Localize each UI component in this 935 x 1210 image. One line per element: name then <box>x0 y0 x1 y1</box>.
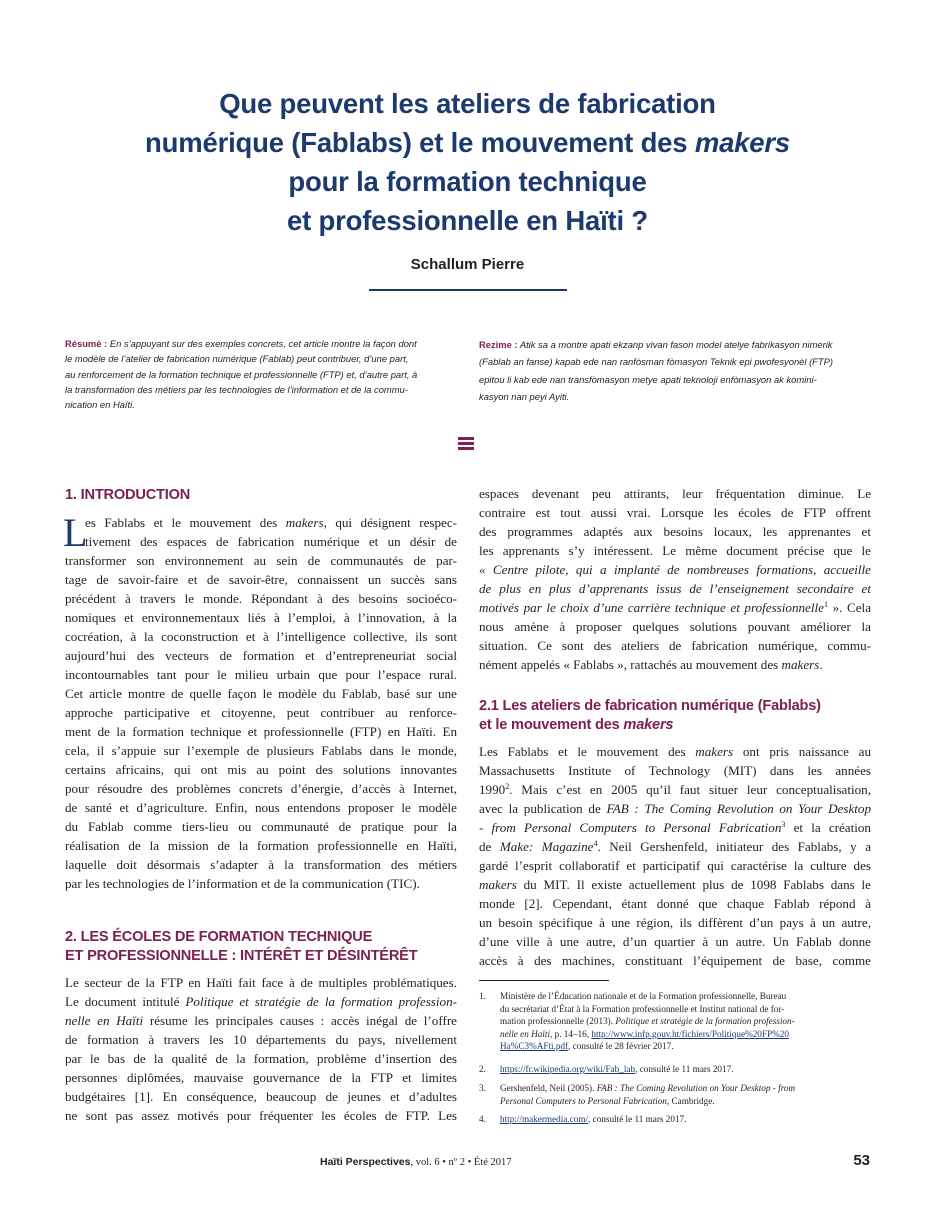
text-line: aujourd’hui des vecteurs de formation et d’entrepreneuriat social <box>65 648 457 663</box>
text-line: par les technologies de l’information et de la communication (TIC). <box>65 876 420 891</box>
right-column-body <box>479 484 871 674</box>
text-line: un besoin spécifique à une région, ils diffèrent d’un pays à un autre, <box>479 915 871 930</box>
text-line: nous amène à proposer quelques solutions pouvant améliorer la <box>479 619 871 634</box>
quote-line: « Centre pilote, qui a implanté de nombreuses formations, accueille <box>479 562 871 577</box>
text-line: pour résoudre des problèmes concrets d’énergie, d’accès à Internet, <box>65 781 457 796</box>
text-line: Cet article montre de quelle façon le modèle du Fablab, basé sur une <box>65 686 457 701</box>
text-line: contraire est tout aussi vrai. Lorsque les écoles de FTP offrent <box>479 505 871 520</box>
quote-line: motivés par le choix d’une carrière technique et professionnelle$^1$ ». Cela <box>479 600 871 615</box>
text-line: makers du MIT. Il existe actuellement plus de 1098 Fablabs dans le <box>479 877 871 892</box>
text-line: de santé et d’agriculture. Enfin, nous entendons proposer le modèle <box>65 800 457 815</box>
author-name: Schallum Pierre <box>410 256 525 273</box>
abstract-line: nication en Haïti. <box>65 399 135 411</box>
abstract-label: Rezime : <box>479 339 518 350</box>
section-separator-icon <box>458 437 474 452</box>
text-line: espaces devenant peu attirants, leur fréquentation diminue. Le <box>479 486 871 501</box>
title-line: pour la formation technique <box>288 166 647 197</box>
abstract-creole <box>479 336 872 405</box>
author-divider <box>369 289 567 291</box>
text-line: nelle en Haïti résume les principales causes : accès inégal de l’offre <box>65 1013 457 1028</box>
footnote-link[interactable]: Ha%C3%AFti.pdf <box>500 1041 569 1052</box>
title-line: numérique (Fablabs) et le mouvement des makers <box>145 127 790 158</box>
text-line: incontournables tant pour le milieu urbain que pour l’espace rural. <box>65 667 457 682</box>
text-line: du Fablab comme tiers-lieu ou communauté de pratique pour la <box>65 819 457 834</box>
footnote-ref: 2 <box>505 782 510 791</box>
text-line: accès à des machines, constituant l’équipement de base, comme <box>479 953 871 968</box>
title-emphasis: makers <box>694 127 790 158</box>
footnote-3: 3. Gershenfeld, Neil (2005). FAB : The Coming Revolution on Your Desktop - from Personal Computers to Personal Fabrication, Cambridge. <box>479 1083 796 1106</box>
text-line: précédent à travers le monde. Répondant à des besoins socioéco- <box>65 591 457 606</box>
text-line: approche participative et citoyenne, peut contribuer au renforce- <box>65 705 457 720</box>
page-number: 53 <box>853 1152 870 1169</box>
abstract-line: Rezime : Atik sa a montre apati ekzanp vivan fason model atelye fabrikasyon nimerik <box>479 339 833 350</box>
abstract-line: Résumé : En s’appuyant sur des exemples concrets, cet article montre la façon dont <box>65 338 417 349</box>
footnote-ref: 1 <box>823 600 828 609</box>
footnote-link[interactable]: https://fr.wikipedia.org/wiki/Fab_lab <box>500 1064 636 1074</box>
text-line: monde [2]. Cependant, étant donné que chaque Fablab répond à <box>479 896 871 911</box>
introduction-body <box>63 510 457 893</box>
footnote-number: 2. <box>479 1064 486 1074</box>
abstract-line: au renforcement de la formation technique et professionnelle (FTP) et, d’autre part, à <box>65 368 418 380</box>
text-line: situation. Ce sont des ateliers de fabrication numérique, commu- <box>479 638 871 653</box>
text-line: Massachusetts Institute of Technology (MIT) dans les années <box>479 763 871 778</box>
abstract-line: (Fablab an fanse) kapab ede nan ranfòsman fòmasyon Teknik epi pwofesyonèl (FTP) <box>479 356 834 368</box>
text-line: nomiques et environnementaux liés à l’emploi, à l’innovation, à la <box>65 610 457 625</box>
footnote-number: 1. <box>479 991 486 1001</box>
footnote-link[interactable]: http://www.infp.gouv.ht/fichiers/Politique%20FP%20 <box>591 1028 789 1039</box>
fablabs-body <box>479 742 871 970</box>
footnote-ref: 3 <box>781 820 786 829</box>
footnote-4: 4. http://makermedia.com/, consulté le 11 mars 2017. <box>479 1114 687 1124</box>
text-line: de Make: Magazine$^4$. Neil Gershenfeld, initiateur des Fablabs, y a <box>479 839 871 854</box>
abstract-line: le modèle de l’atelier de fabrication numérique (Fablab) peut contribuer, d’une part, <box>65 353 409 365</box>
journal-name: Haïti Perspectives <box>320 1156 411 1168</box>
section-heading-introduction: 1. INTRODUCTION <box>65 487 191 503</box>
text-line: cela, il s’appuie sur l’exemple de plusieurs Fablabs dans le monde, <box>65 743 457 758</box>
text-line: - from Personal Computers to Personal Fabrication$^3$ et la création <box>479 820 871 835</box>
text-line: budgétaires [1]. En conséquence, beaucoup de jeunes et d’adultes <box>65 1089 457 1104</box>
text-line: d’une ville à une autre, d’un quartier à un autre. Un Fablab donne <box>479 934 871 949</box>
text-line: Le document intitulé Politique et stratégie de la formation profession- <box>65 994 457 1009</box>
footnote-number: 4. <box>479 1114 486 1124</box>
article-title <box>60 84 875 240</box>
abstract-french <box>65 336 458 412</box>
text-line: Les Fablabs et le mouvement des makers ont pris naissance au <box>479 744 871 759</box>
title-line: Que peuvent les ateliers de fabrication <box>219 88 716 119</box>
text-line: gardé l’esprit collaboratif et participatif qui caractérise la culture des <box>479 858 871 873</box>
abstract-label: Résumé : <box>65 338 108 349</box>
text-line: 1990$^2$. Mais c’est en 2005 qu’il faut situer leur conceptualisation, <box>479 782 871 797</box>
text-line: laquelle doit désormais s’adapter à la transformation des métiers <box>65 857 457 872</box>
text-line: nément appelés « Fablabs », rattachés au mouvement des makers. <box>479 657 823 672</box>
page-footer <box>320 1156 680 1168</box>
text-line: es Fablabs et le mouvement des makers, qui désignent respec- <box>85 515 457 530</box>
title-line: et professionnelle en Haïti ? <box>287 205 648 236</box>
text-line: personnes diplômées, mauvaise gouvernance de la FTP et limites <box>65 1070 457 1085</box>
abstract-line: la transformation des métiers par les technologies de l’information et de la commu- <box>65 383 408 395</box>
section-heading-ecoles: 2. LES ÉCOLES DE FORMATION TECHNIQUE ET PROFESSIONNELLE : INTÉRÊT ET DÉSINTÉRÊT <box>65 929 418 964</box>
footnote-number: 3. <box>479 1083 486 1093</box>
text-line: ne sont pas assez motivés pour fréquenter les écoles de FTP. Les <box>65 1108 457 1123</box>
text-line: réalisation de la mission de la formation professionnelle en Haïti, <box>65 838 457 853</box>
footnote-2: 2. https://fr.wikipedia.org/wiki/Fab_lab, consulté le 11 mars 2017. <box>479 1064 734 1074</box>
footnote-ref: 4 <box>593 839 598 848</box>
text-line: des programmes adaptés aux besoins locaux, les apprenantes et <box>479 524 871 539</box>
text-line: les apprenants s’y intéressent. Le même document précise que le <box>479 543 871 558</box>
issue-info: , vol. 6 • nº 2 • Été 2017 <box>410 1157 512 1168</box>
text-line: par le bas de la qualité de la formation, problème d’insertion des <box>65 1051 457 1066</box>
text-line: transformer son environnement au sein de communautés de par- <box>65 553 457 568</box>
text-line: avec la publication de FAB : The Coming Revolution on Your Desktop <box>479 801 871 816</box>
footnote-1: 1. Ministère de l’Éducation nationale et de la Formation professionnelle, Bureau du secrétariat d’État à la Formation professionnelle et Institut national de for- mation professionnelle (2013). Politique et stratégie de la formation profession- nelle en Haïti, p. 14–16, http://www.infp.gouv.ht/fichiers/Politique%20FP%20 Ha%C3%AFti.pdf, consulté le 28 février 2017. <box>479 991 795 1052</box>
text-line: cocréation, à la coconstruction et à l’intelligence collective, ils sont <box>65 629 457 644</box>
abstract-line: kasyon nan peyi Ayiti. <box>479 390 570 402</box>
quote-line: de plus en plus d’apprenants issus de l’enseignement secondaire et <box>479 581 871 596</box>
text-line: certains africains, qui ont mis au point des solutions innovantes <box>65 762 457 777</box>
footnote-divider <box>479 980 609 981</box>
drop-cap: L <box>63 510 88 555</box>
abstract-line: epitou li kab ede nan transfòmasyon metye apati teknoloji enfòmasyon ak komini- <box>479 373 817 385</box>
footnote-link[interactable]: http://makermedia.com/ <box>500 1114 589 1124</box>
text-line: ment de la formation technique et professionnelle (FTP) en Haïti. En <box>65 724 457 739</box>
text-line: Le secteur de la FTP en Haïti fait face à de multiples problématiques. <box>65 975 457 990</box>
text-line: tage de savoir-faire et de savoir-être, connaissent un succès sans <box>65 572 457 587</box>
section-heading-fablabs: 2.1 Les ateliers de fabrication numérique (Fablabs) et le mouvement des makers <box>479 698 821 733</box>
text-line: de formation à travers les 10 départements du pays, nivellement <box>65 1032 457 1047</box>
ecoles-body <box>65 973 457 1125</box>
text-line: tivement des espaces de fabrication numérique et un désir de <box>85 534 457 549</box>
